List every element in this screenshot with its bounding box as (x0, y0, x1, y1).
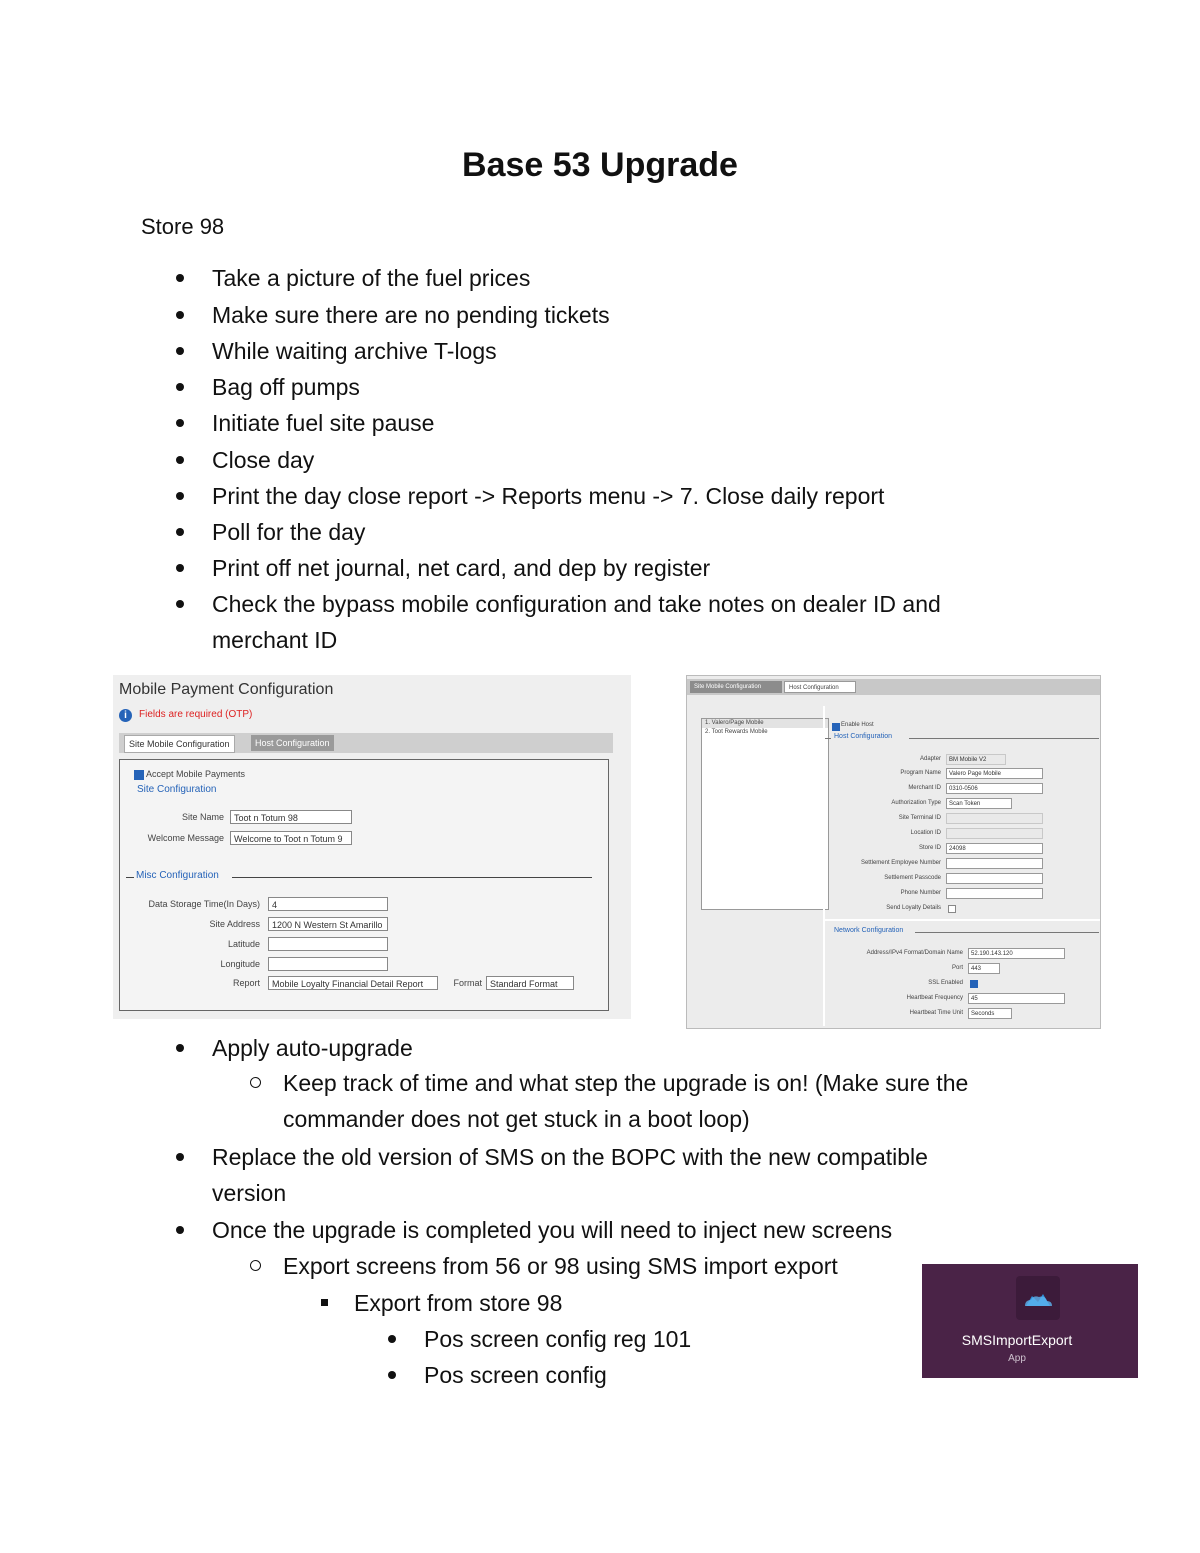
address-label: Address/IPv4 Format/Domain Name (866, 950, 963, 956)
app-subtitle: App (1008, 1353, 1026, 1364)
format-select[interactable]: Standard Format (486, 976, 574, 990)
report-select[interactable]: Mobile Loyalty Financial Detail Report (268, 976, 438, 990)
report-label: Report (232, 978, 260, 988)
longitude-label: Longitude (220, 959, 260, 969)
list-item[interactable]: 2. Toot Rewards Mobile (705, 729, 768, 735)
phone-number-input[interactable] (946, 888, 1043, 899)
heartbeat-unit-select[interactable]: Seconds (968, 1008, 1012, 1019)
list-item: Pos screen config (424, 1357, 607, 1393)
heartbeat-frequency-input[interactable]: 45 (968, 993, 1065, 1004)
settlement-employee-label: Settlement Employee Number (860, 860, 941, 866)
format-label: Format (453, 978, 482, 988)
info-icon: i (119, 709, 132, 722)
site-config-panel (119, 759, 609, 1011)
accept-payments-checkbox[interactable] (134, 770, 144, 780)
port-input[interactable]: 443 (968, 963, 1000, 974)
authorization-type-label: Authorization Type (891, 800, 941, 806)
list-item: Replace the old version of SMS on the BOPC with the new compatible version (212, 1139, 1002, 1211)
enable-host-checkbox[interactable] (832, 723, 840, 731)
welcome-message-label: Welcome Message (147, 833, 224, 843)
config-title: Mobile Payment Configuration (119, 681, 334, 698)
list-item: Keep track of time and what step the upgrade is on! (Make sure the commander does not get stuck in a boot loop) (283, 1065, 1053, 1137)
list-item: While waiting archive T-logs (212, 333, 1072, 369)
divider (909, 738, 1099, 739)
store-id-input[interactable]: 24098 (946, 843, 1043, 854)
ssl-enabled-label: SSL Enabled (928, 980, 963, 986)
config-tabs (119, 733, 613, 753)
address-input[interactable]: 52.190.143.120 (968, 948, 1065, 959)
list-item: Print the day close report -> Reports menu -> 7. Close daily report (212, 478, 1072, 514)
list-item: Export screens from 56 or 98 using SMS import export (283, 1248, 903, 1284)
tab-host-configuration[interactable]: Host Configuration (251, 735, 334, 751)
site-terminal-id-label: Site Terminal ID (898, 815, 941, 821)
host-config-heading: Host Configuration (834, 733, 892, 740)
storage-time-input[interactable]: 4 (268, 897, 388, 911)
program-name-input[interactable]: Valero Page Mobile (946, 768, 1043, 779)
latitude-input[interactable] (268, 937, 388, 951)
site-address-label: Site Address (209, 919, 260, 929)
welcome-message-input[interactable]: Welcome to Toot n Totum 9 (230, 831, 352, 845)
store-id-label: Store ID (918, 845, 941, 851)
site-terminal-id-input[interactable] (946, 813, 1043, 824)
program-name-label: Program Name (900, 770, 941, 776)
list-item: Print off net journal, net card, and dep by register (212, 550, 1072, 586)
app-name: SMSImportExport (961, 1332, 1073, 1348)
settlement-employee-input[interactable] (946, 858, 1043, 869)
list-item: Apply auto-upgrade (212, 1030, 1072, 1066)
tab-site-mobile-configuration[interactable]: Site Mobile Configuration (690, 681, 782, 693)
list-item: Bag off pumps (212, 369, 1072, 405)
site-config-heading: Site Configuration (137, 784, 217, 795)
merchant-id-input[interactable]: 0310-0506 (946, 783, 1043, 794)
list-item: Initiate fuel site pause (212, 405, 1072, 441)
heartbeat-unit-label: Heartbeat Time Unit (909, 1010, 963, 1016)
tab-site-mobile-configuration[interactable]: Site Mobile Configuration (124, 735, 235, 753)
adapter-select[interactable]: BM Mobile V2 (946, 754, 1006, 765)
divider (825, 738, 831, 739)
port-label: Port (951, 965, 963, 971)
divider (825, 919, 1101, 921)
list-item: Take a picture of the fuel prices (212, 260, 1072, 296)
site-name-input[interactable]: Toot n Totum 98 (230, 810, 352, 824)
send-loyalty-label: Send Loyalty Details (886, 905, 941, 911)
mobile-payment-config-screenshot (113, 675, 631, 1019)
host-config-screenshot (686, 675, 1101, 1029)
cloud-icon (1016, 1276, 1060, 1320)
divider (126, 877, 134, 878)
network-config-heading: Network Configuration (834, 927, 904, 934)
config-tabs (687, 679, 1101, 695)
divider (915, 932, 1099, 933)
divider (823, 706, 825, 1026)
latitude-label: Latitude (227, 939, 260, 949)
page-title: Base 53 Upgrade (462, 146, 738, 184)
host-list[interactable] (701, 718, 829, 910)
list-item: Check the bypass mobile configuration and take notes on dealer ID and merchant ID (212, 586, 1032, 658)
settlement-passcode-label: Settlement Passcode (884, 875, 941, 881)
adapter-label: Adapter (919, 756, 941, 762)
sms-import-export-app-tile[interactable] (922, 1264, 1138, 1378)
list-item: Export from store 98 (354, 1285, 562, 1321)
store-label: Store 98 (141, 214, 225, 239)
longitude-input[interactable] (268, 957, 388, 971)
location-id-label: Location ID (910, 830, 941, 836)
tab-host-configuration[interactable]: Host Configuration (784, 681, 856, 693)
required-warning: Fields are required (OTP) (139, 709, 253, 720)
misc-config-heading: Misc Configuration (136, 870, 219, 881)
accept-payments-label: Accept Mobile Payments (146, 769, 246, 779)
settlement-passcode-input[interactable] (946, 873, 1043, 884)
enable-host-label: Enable Host (841, 722, 874, 728)
site-address-input[interactable]: 1200 N Western St Amarillo (268, 917, 388, 931)
divider (232, 877, 592, 878)
phone-number-label: Phone Number (900, 890, 941, 896)
list-item: Once the upgrade is completed you will need to inject new screens (212, 1212, 1072, 1248)
list-item[interactable]: 1. Valero/Page Mobile (702, 719, 828, 728)
list-item: Close day (212, 442, 1072, 478)
authorization-type-select[interactable]: Scan Token (946, 798, 1012, 809)
site-name-label: Site Name (181, 812, 224, 822)
send-loyalty-checkbox[interactable] (948, 905, 956, 913)
merchant-id-label: Merchant ID (908, 785, 941, 791)
list-item: Make sure there are no pending tickets (212, 297, 1072, 333)
storage-time-label: Data Storage Time(In Days) (148, 899, 260, 909)
heartbeat-frequency-label: Heartbeat Frequency (906, 995, 963, 1001)
list-item: Poll for the day (212, 514, 1072, 550)
location-id-input[interactable] (946, 828, 1043, 839)
ssl-enabled-checkbox[interactable] (970, 980, 978, 988)
list-item: Pos screen config reg 101 (424, 1321, 691, 1357)
